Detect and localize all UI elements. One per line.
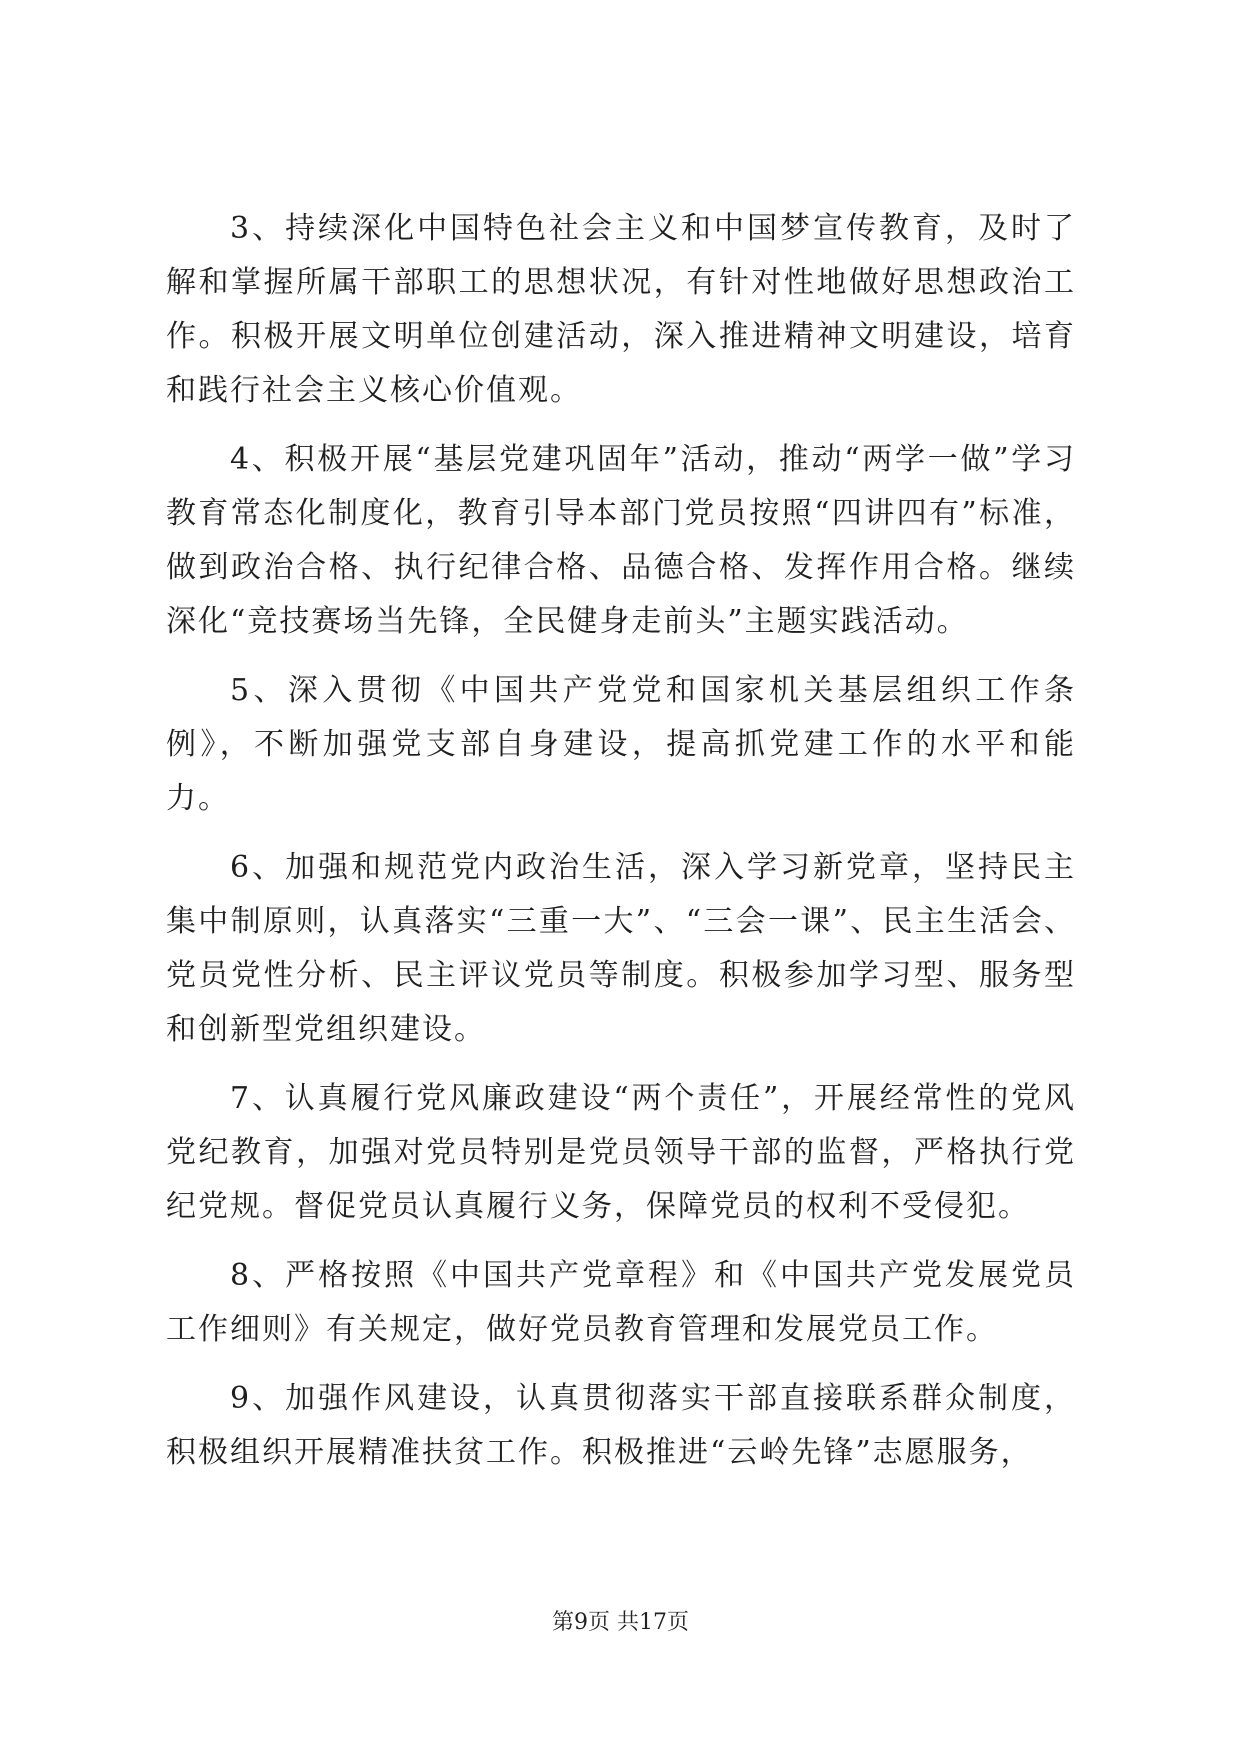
document-body bbox=[166, 202, 1076, 1495]
paragraph-9: 9、加强作风建设，认真贯彻落实干部直接联系群众制度，积极组织开展精准扶贫工作。积极推进“云岭先锋”志愿服务， bbox=[166, 1381, 1076, 1470]
paragraph-7: 7、认真履行党风廉政建设“两个责任”，开展经常性的党风党纪教育，加强对党员特别是党员领导干部的监督，严格执行党纪党规。督促党员认真履行义务，保障党员的权利不受侵犯。 bbox=[166, 1081, 1076, 1224]
paragraph-4: 4、积极开展“基层党建巩固年”活动，推动“两学一做”学习教育常态化制度化，教育引导本部门党员按照“四讲四有”标准，做到政治合格、执行纪律合格、品德合格、发挥作用合格。继续深化“竞技赛场当先锋，全民健身走前头”主题实践活动。 bbox=[166, 442, 1076, 639]
paragraph-3: 3、持续深化中国特色社会主义和中国梦宣传教育，及时了解和掌握所属干部职工的思想状况，有针对性地做好思想政治工作。积极开展文明单位创建活动，深入推进精神文明建设，培育和践行社会主义核心价值观。 bbox=[166, 211, 1076, 408]
paragraph-6: 6、加强和规范党内政治生活，深入学习新党章，坚持民主集中制原则，认真落实“三重一大”、“三会一课”、民主生活会、党员党性分析、民主评议党员等制度。积极参加学习型、服务型和创新型党组织建设。 bbox=[166, 850, 1076, 1047]
paragraph-5: 5、深入贯彻《中国共产党党和国家机关基层组织工作条例》，不断加强党支部自身建设，提高抓党建工作的水平和能力。 bbox=[166, 673, 1076, 816]
paragraph-8: 8、严格按照《中国共产党章程》和《中国共产党发展党员工作细则》有关规定，做好党员教育管理和发展党员工作。 bbox=[166, 1258, 1076, 1347]
page-number-footer: 第9页 共17页 bbox=[552, 1610, 689, 1635]
